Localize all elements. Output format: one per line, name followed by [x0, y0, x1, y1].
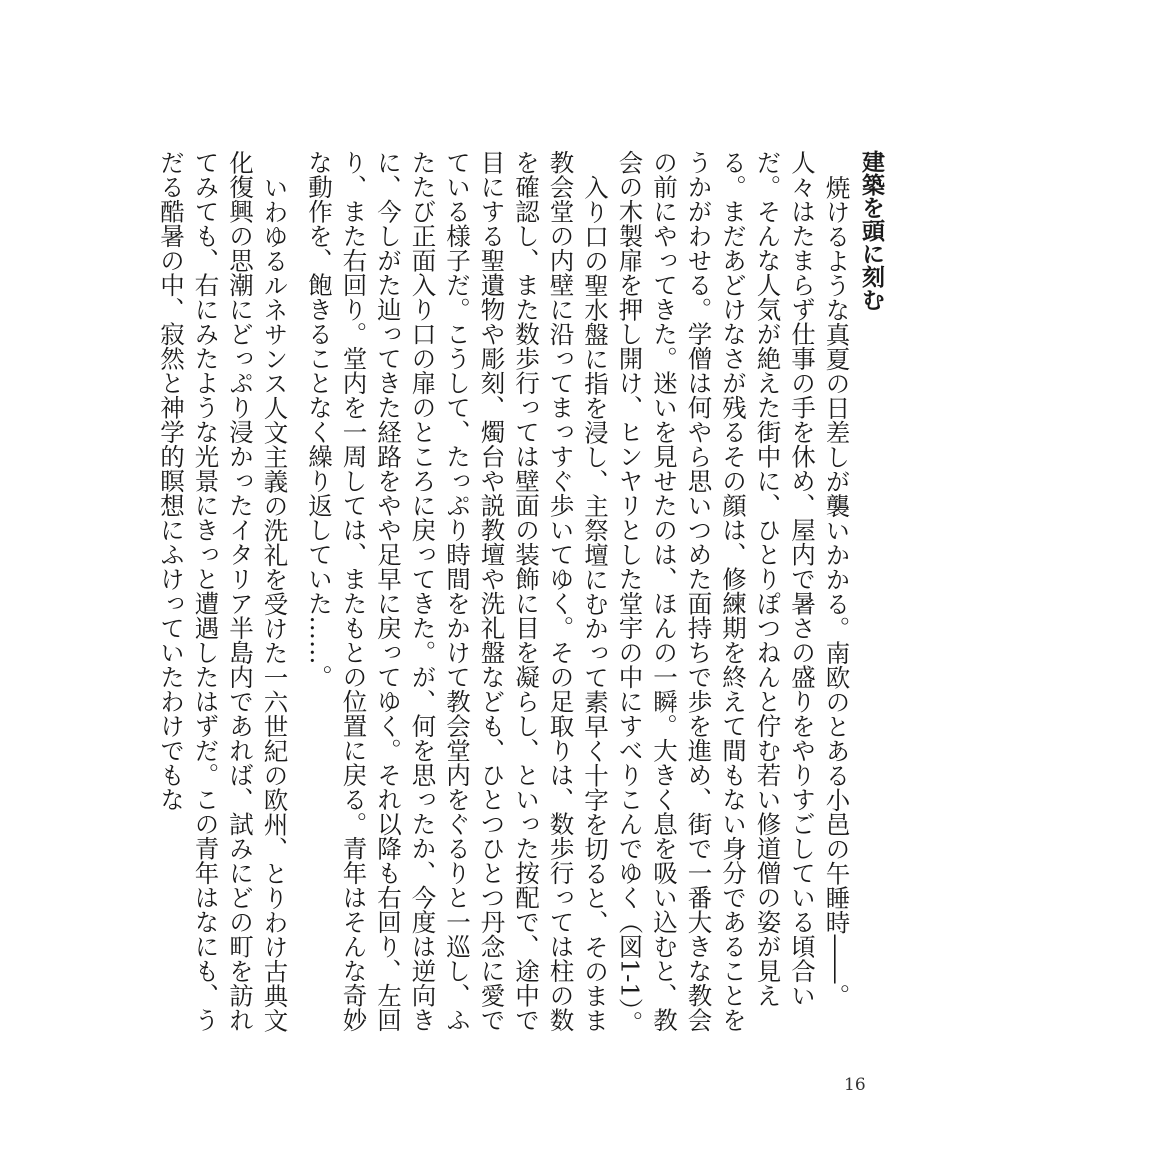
- page-number: 16: [844, 1075, 866, 1095]
- paragraph-gap: [292, 150, 302, 1050]
- vertical-text-body: [154, 150, 889, 1050]
- paragraph-2: 入り口の聖水盤に指を浸し、主祭壇にむかって素早く十字を切ると、そのまま教会堂の内壁に沿ってまっすぐ歩いてゆく。その足取りは、数歩行っては柱の数を確認し、また数歩行っては壁面の装飾に目を凝らし、といった按配で、途中で目にする聖遺物や彫刻、燭台や説教壇や洗礼盤なども、ひとつひとつ丹念に愛でている様子だ。こうして、たっぷり時間をかけて教会堂内をぐるりと一巡し、ふたたび正面入り口の扉のところに戻ってきた。が、何を思ったか、今度は逆向きに、今しがた辿ってきた経路をやや足早に戻ってゆく。それ以降も右回り、左回り、また右回り。堂内を一周しては、またもとの位置に戻る。青年はそんな奇妙な動作を、飽きることなく繰り返していた……。: [305, 150, 610, 1032]
- section-heading: 建築を頭に刻む: [858, 150, 884, 311]
- paragraph-3: いわゆるルネサンス人文主義の洗礼を受けた一六世紀の欧州、とりわけ古典文化復興の思潮にどっぷり浸かったイタリア半島内であれば、試みにどの町を訪れてみても、右にみたような光景にきっと遭遇したはずだ。この青年はなにも、うだる酷暑の中、寂然と神学的瞑想にふけっていたわけでもな: [157, 150, 290, 1032]
- paragraph-1: 焼けるような真夏の日差しが襲いかかる。南欧のとある小邑の午睡時――。人々はたまらず仕事の手を休め、屋内で暑さの盛りをやりすごしている頃合いだ。そんな人気が絶えた街中に、ひとりぽつねんと佇む若い修道僧の姿が見える。まだあどけなさが残るその顔は、修練期を終えて間もない身分であることをうかがわせる。学僧は何やら思いつめた面持ちで歩を進め、街で一番大きな教会の前にやってきた。迷いを見せたのは、ほんの一瞬。大きく息を吸い込むと、教会の木製扉を押し開け、ヒンヤリとした堂宇の中にすべりこんでゆく（図1-1）。: [615, 150, 852, 1035]
